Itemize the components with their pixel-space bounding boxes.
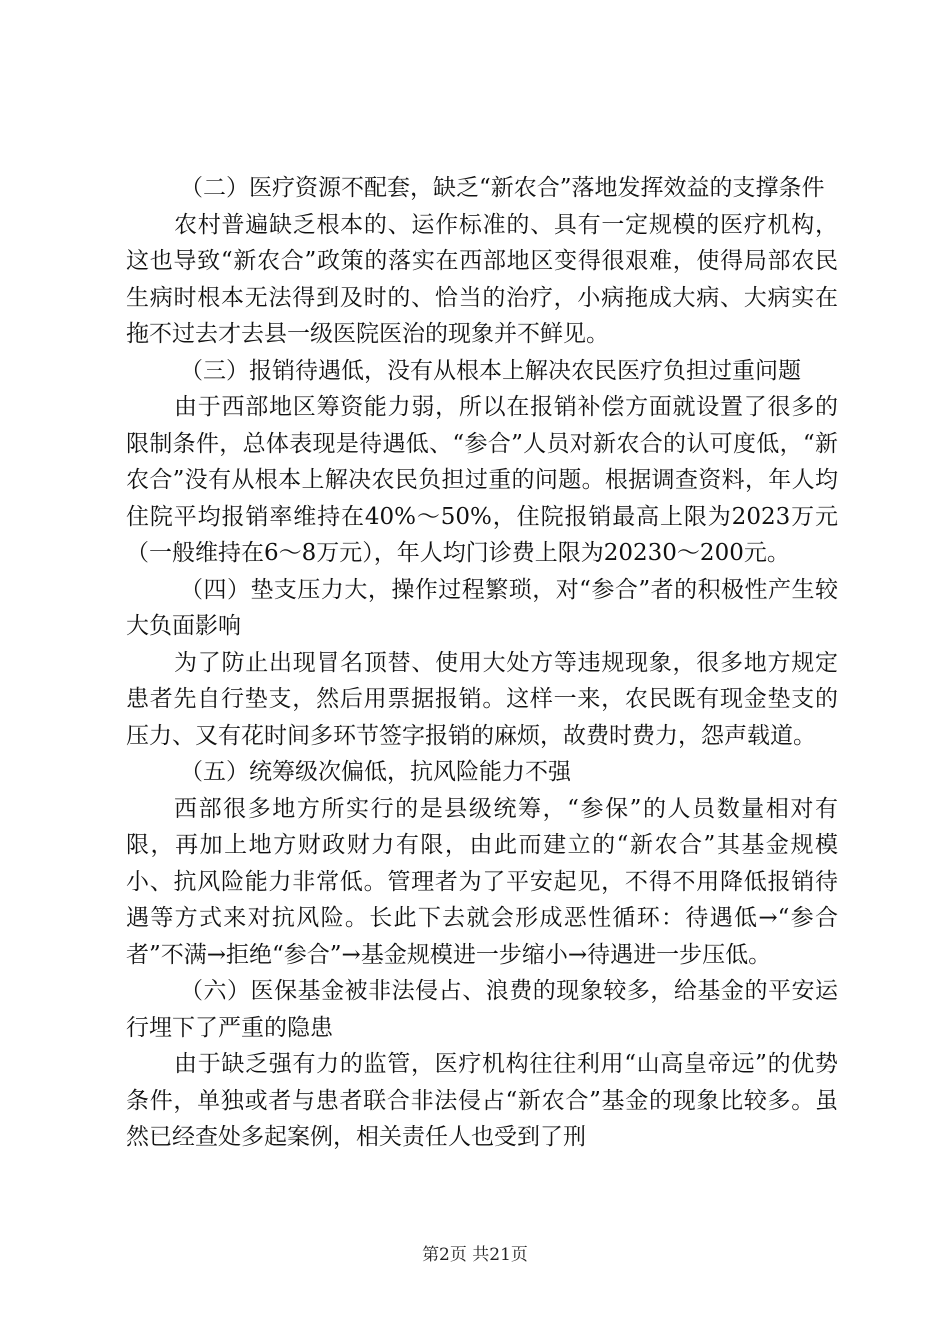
document-body — [126, 170, 838, 1156]
section-heading-4: （四）垫支压力大，操作过程繁琐，对“参合”者的积极性产生较大负面影响 — [126, 576, 838, 639]
paragraph-6: 由于缺乏强有力的监管，医疗机构往往利用“山高皇帝远”的优势条件，单独或者与患者联合非法侵占“新农合”基金的现象比较多。虽然已经查处多起案例，相关责任人也受到了刑 — [126, 1051, 838, 1150]
page-footer: 第2页 共21页 — [422, 1245, 528, 1265]
paragraph-2: 农村普遍缺乏根本的、运作标准的、具有一定规模的医疗机构，这也导致“新农合”政策的落实在西部地区变得很艰难，使得局部农民生病时根本无法得到及时的、恰当的治疗，小病拖成大病、大病实在拖不过去才去县一级医院医治的现象并不鲜见。 — [126, 211, 838, 347]
section-heading-6: （六）医保基金被非法侵占、浪费的现象较多，给基金的平安运行埋下了严重的隐患 — [126, 978, 838, 1041]
section-heading-3: （三）报销待遇低，没有从根本上解决农民医疗负担过重问题 — [180, 357, 801, 384]
section-heading-5: （五）统筹级次偏低，抗风险能力不强 — [180, 759, 571, 785]
paragraph-4: 为了防止出现冒名顶替、使用大处方等违规现象，很多地方规定患者先自行垫支，然后用票据报销。这样一来，农民既有现金垫支的压力、又有花时间多环节签字报销的麻烦，故费时费力，怨声载道。 — [126, 649, 838, 749]
section-heading-2: （二）医疗资源不配套，缺乏“新农合”落地发挥效益的支撑条件 — [180, 175, 825, 201]
paragraph-5: 西部很多地方所实行的是县级统筹，“参保”的人员数量相对有限，再加上地方财政财力有限，由此而建立的“新农合”其基金规模小、抗风险能力非常低。管理者为了平安起见，不得不用降低报销待遇等方式来对抗风险。长此下去就会形成恶性循环：待遇低→“参合者”不满→拒绝“参合”→基金规模进一步缩小→待遇进一步压低。 — [126, 795, 838, 968]
paragraph-3: 由于西部地区筹资能力弱，所以在报销补偿方面就设置了很多的限制条件，总体表现是待遇低、“参合”人员对新农合的认可度低，“新农合”没有从根本上解决农民负担过重的问题。根据调查资料，年人均住院平均报销率维持在40%～50%，住院报销最高上限为2023万元（一般维持在6～8万元），年人均门诊费上限为20230～200元。 — [126, 394, 838, 566]
